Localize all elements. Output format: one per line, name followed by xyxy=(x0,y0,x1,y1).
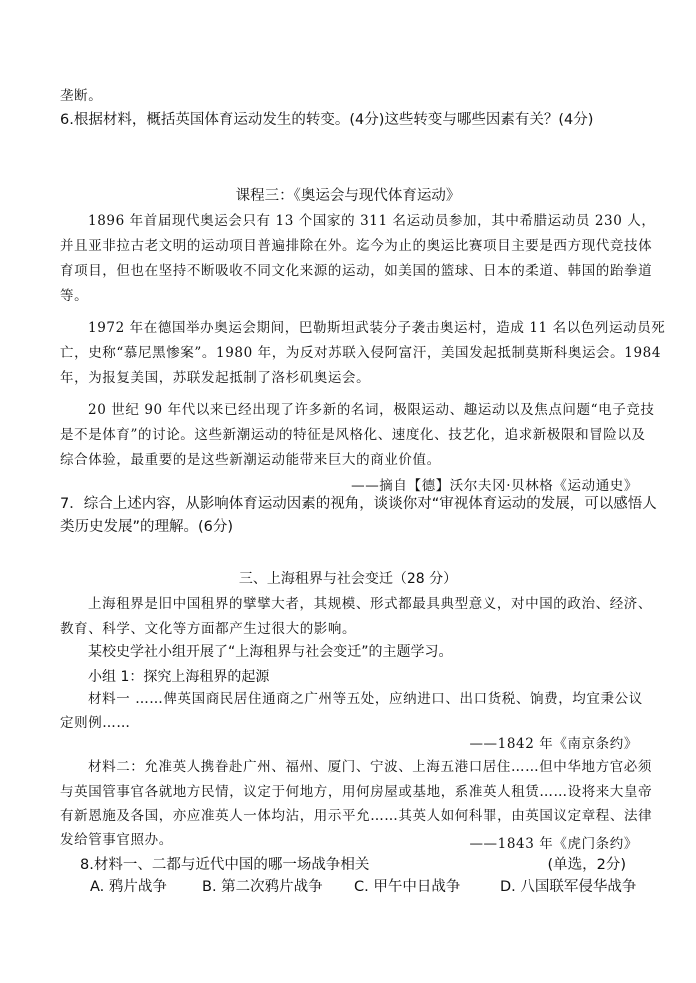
lesson3-p2-line1: 1972 年在德国举办奥运会期间，巴勒斯坦武装分子袭击奥运村，造成 11 名以色列运动员死 xyxy=(88,320,666,336)
section3-title: 三、上海租界与社会变迁（28 分） xyxy=(238,571,458,587)
lesson3-p3-line3: 综合体验，最重要的是这些新潮运动能带来巨大的商业价值。 xyxy=(60,452,441,468)
material1-line1: 材料一 ……俾英国商民居住通商之广州等五处，应纳进口、出口货税、饷费，均宜秉公议 xyxy=(88,691,643,707)
lesson3-p3-line1: 20 世纪 90 年代以来已经出现了许多新的名词，极限运动、趣运动以及焦点问题“电子竞技 xyxy=(88,402,655,418)
question-8-stem: 8.材料一、二都与近代中国的哪一场战争相关 xyxy=(80,857,370,873)
lesson3-p1-line1: 1896 年首届现代奥运会只有 13 个国家的 311 名运动员参加，其中希腊运动员 230 人， xyxy=(88,213,656,229)
question-8-options xyxy=(90,877,638,897)
option-a[interactable]: A. 鸦片战争 xyxy=(90,879,167,895)
lesson3-p2-line3: 年，为报复美国，苏联发起抵制了洛杉矶奥运会。 xyxy=(60,370,371,386)
question-6: 6.根据材料，概括英国体育运动发生的转变。(4分)这些转变与哪些因素有关？(4分) xyxy=(60,112,594,128)
material2-line1: 材料二：允准英人携眷赴广州、福州、厦门、宁波、上海五港口居住……但中华地方官必须 xyxy=(88,759,652,775)
material2-source: ——1843 年《虎门条约》 xyxy=(469,836,638,852)
lesson3-p1-line4: 等。 xyxy=(60,288,89,304)
section3-intro2: 某校史学社小组开展了“上海租界与社会变迁”的主题学习。 xyxy=(88,644,453,660)
question-7-line2: 类历史发展”的理解。(6分) xyxy=(60,519,234,535)
material1-line2: 定则例…… xyxy=(60,715,131,731)
lesson3-p3-line2: 是不是体育”的讨论。这些新潮运动的特征是风格化、速度化、技艺化，追求新极限和冒险以及 xyxy=(60,427,646,443)
top-fragment: 垄断。 xyxy=(60,88,103,104)
lesson3-source: ——摘自【德】沃尔夫冈·贝林格《运动通史》 xyxy=(351,478,638,494)
material2-line4: 发给管事官照办。 xyxy=(60,832,173,848)
lesson3-p2-line2: 亡，史称“慕尼黑惨案”。1980 年，为反对苏联入侵阿富汗，美国发起抵制莫斯科奥运会。1984 xyxy=(60,345,662,361)
material2-line2: 与英国管事官各就地方民情，议定于何地方，用何房屋或基地，系准英人租赁……设将来大皇帝 xyxy=(60,784,653,800)
question-8-note: (单选，2分) xyxy=(547,857,626,873)
option-d[interactable]: D. 八国联军侵华战争 xyxy=(500,879,637,895)
material2-line3: 有新恩施及各国，亦应准英人一体均沾，用示平允……其英人如何科罪，由英国议定章程、法律 xyxy=(60,808,653,824)
section3-intro-line1: 上海租界是旧中国租界的擘擘大者，其规模、形式都最具典型意义，对中国的政治、经济、 xyxy=(88,596,652,612)
group1-heading: 小组 1：探究上海租界的起源 xyxy=(88,669,270,685)
option-c[interactable]: C. 甲午中日战争 xyxy=(354,879,461,895)
lesson3-p1-line2: 并且亚非拉古老文明的运动项目普遍排除在外。迄今为止的奥运比赛项目主要是西方现代竞技体 xyxy=(60,238,653,254)
section3-intro-line2: 教育、科学、文化等方面都产生过很大的影响。 xyxy=(60,621,357,637)
lesson3-title: 课程三：《奥运会与现代体育运动》 xyxy=(235,188,461,204)
lesson3-p1-line3: 育项目，但也在坚持不断吸收不同文化来源的运动，如美国的篮球、日本的柔道、韩国的跆拳道 xyxy=(60,263,653,279)
question-7-line1: 7．综合上述内容，从影响体育运动因素的视角，谈谈你对“审视体育运动的发展，可以感悟人 xyxy=(60,496,657,512)
material1-source: ——1842 年《南京条约》 xyxy=(469,736,638,752)
option-b[interactable]: B. 第二次鸦片战争 xyxy=(202,879,323,895)
